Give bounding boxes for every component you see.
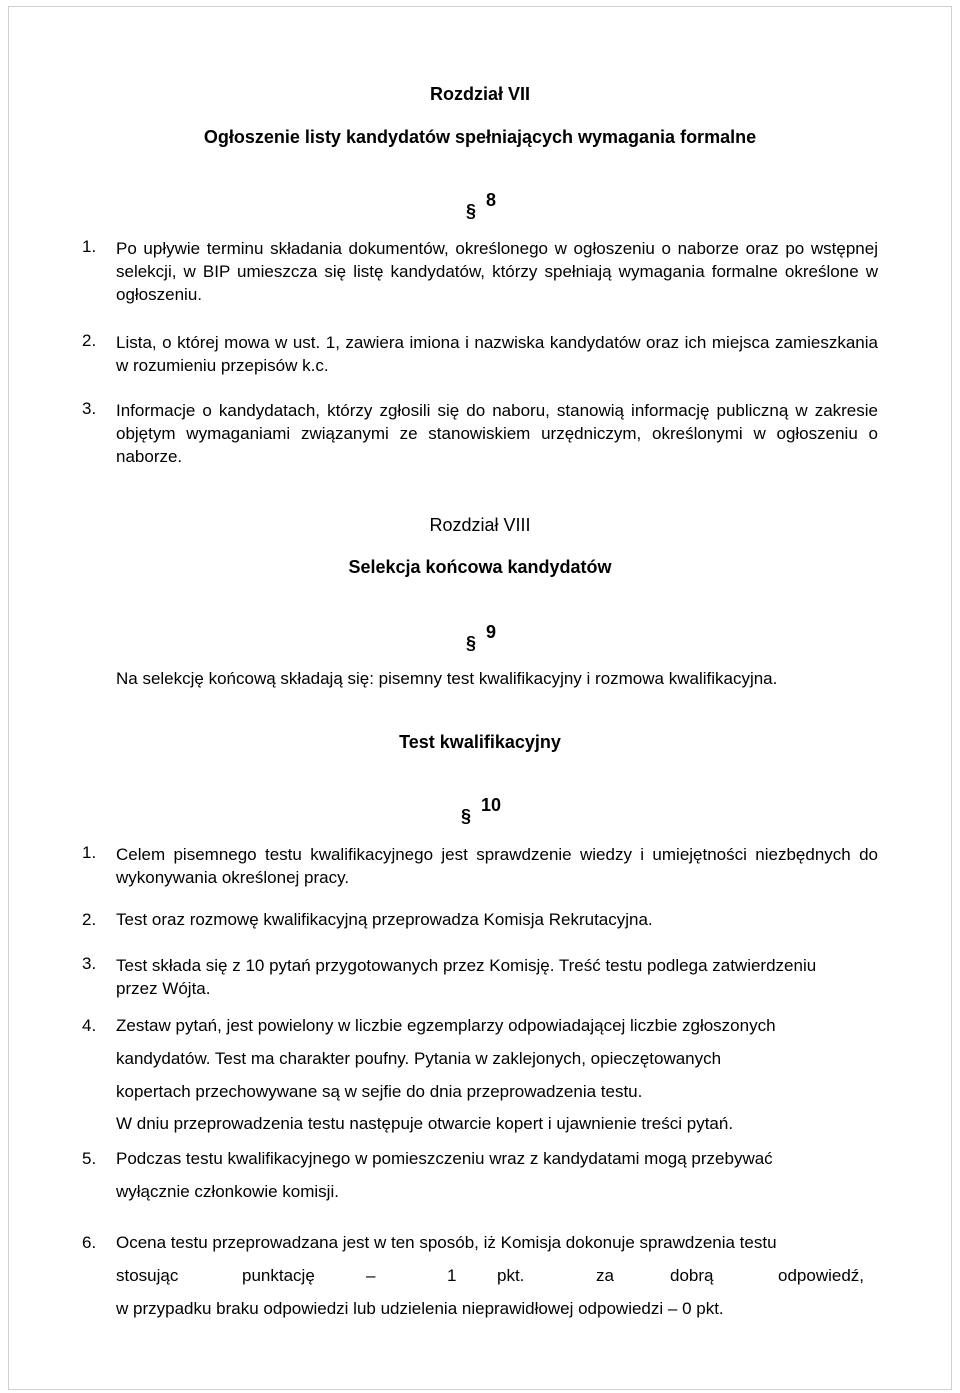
word: punktację <box>242 1266 315 1285</box>
section-10-heading <box>461 795 502 826</box>
word: dobrą <box>670 1266 714 1285</box>
paragraph-line: W dniu przeprowadzenia testu następuje otwarcie kopert i ujawnienie treści pytań. <box>116 1114 734 1133</box>
paragraph: Celem pisemnego testu kwalifikacyjnego jest sprawdzenie wiedzy i umiejętności niezbędnych do wykonywania określonej pracy. <box>116 845 878 887</box>
section-sign: § <box>466 633 477 653</box>
word: – <box>366 1266 376 1285</box>
section-sign: § <box>466 201 477 221</box>
paragraph-line: kopertach przechowywane są w sejfie do dnia przeprowadzenia testu. <box>116 1082 643 1101</box>
word: za <box>596 1266 614 1285</box>
word: pkt. <box>497 1266 525 1285</box>
section-8-heading <box>466 190 497 221</box>
chapter-7-title: Rozdział VII <box>429 84 530 104</box>
word: odpowiedź, <box>778 1266 865 1285</box>
selection-intro: Na selekcję końcową składają się: pisemny test kwalifikacyjny i rozmowa kwalifikacyjna. <box>116 669 778 688</box>
item-number: 1. <box>82 237 97 256</box>
item-number: 2. <box>82 910 97 929</box>
section-9-heading <box>466 622 497 653</box>
paragraph: Test składa się z 10 pytań przygotowanych przez Komisję. Treść testu podlega zatwierdzeniu przez Wójta. <box>116 956 817 998</box>
item-number: 6. <box>82 1233 97 1252</box>
item-number: 1. <box>82 843 97 862</box>
chapter-7-subtitle: Ogłoszenie listy kandydatów spełniających wymagania formalne <box>203 127 757 147</box>
paragraph: Po upływie terminu składania dokumentów, określonego w ogłoszeniu o naborze oraz po wstępnej selekcji, w BIP umieszcza się listę kandydatów, którzy spełniają wymagania formalne określone w ogłoszeniu. <box>116 239 878 304</box>
paragraph-line: Zestaw pytań, jest powielony w liczbie egzemplarzy odpowiadającej liczbie zgłoszonych <box>116 1016 776 1035</box>
word: 1 <box>447 1266 457 1285</box>
chapter-8-subtitle: Selekcja końcowa kandydatów <box>348 557 612 577</box>
paragraph-line: w przypadku braku odpowiedzi lub udzielenia nieprawidłowej odpowiedzi – 0 pkt. <box>116 1299 724 1318</box>
section-number: 8 <box>486 190 497 210</box>
item-number: 4. <box>82 1016 97 1035</box>
paragraph: Lista, o której mowa w ust. 1, zawiera imiona i nazwiska kandydatów oraz ich miejsca zamieszkania w rozumieniu przepisów k.c. <box>116 333 878 375</box>
item-number: 3. <box>82 399 97 418</box>
test-heading: Test kwalifikacyjny <box>399 732 561 752</box>
chapter-8-title: Rozdział VIII <box>429 515 531 535</box>
item-number: 3. <box>82 954 97 973</box>
section-sign: § <box>461 806 472 826</box>
paragraph: Informacje o kandydatach, którzy zgłosili się do naboru, stanowią informację publiczną w zakresie objętym wymaganiami związanymi ze stanowiskiem urzędniczym, określonymi w ogłoszeniu o naborze. <box>116 401 878 466</box>
paragraph-line: Ocena testu przeprowadzana jest w ten sposób, iż Komisja dokonuje sprawdzenia testu <box>116 1233 777 1252</box>
item-number: 2. <box>82 331 97 350</box>
item-number: 5. <box>82 1149 97 1168</box>
word: stosując <box>116 1266 179 1285</box>
paragraph-line: Podczas testu kwalifikacyjnego w pomieszczeniu wraz z kandydatami mogą przebywać <box>116 1149 773 1168</box>
paragraph: Test oraz rozmowę kwalifikacyjną przeprowadza Komisja Rekrutacyjna. <box>116 910 653 929</box>
paragraph-line: kandydatów. Test ma charakter poufny. Pytania w zaklejonych, opieczętowanych <box>116 1049 722 1068</box>
paragraph-line: wyłącznie członkowie komisji. <box>116 1182 339 1201</box>
section-number: 10 <box>481 795 502 815</box>
section-number: 9 <box>486 622 497 642</box>
